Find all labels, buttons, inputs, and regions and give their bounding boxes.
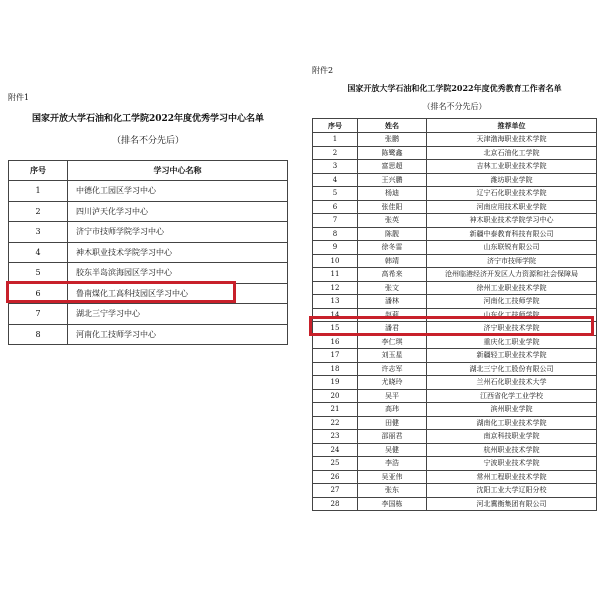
header-no: 序号 xyxy=(9,161,68,181)
learning-center-rows xyxy=(9,181,288,345)
row-no: 8 xyxy=(313,227,358,241)
row-no: 6 xyxy=(313,200,358,214)
row-person-name: 张佳阳 xyxy=(358,200,427,214)
row-person-name: 吴健 xyxy=(358,443,427,457)
row-person-name: 陈靓 xyxy=(358,227,427,241)
row-recommending-unit: 宁波职业技术学院 xyxy=(427,457,597,471)
row-no: 10 xyxy=(313,254,358,268)
row-recommending-unit: 济宁职业技术学院 xyxy=(427,322,597,336)
table-row xyxy=(313,281,597,295)
row-no: 12 xyxy=(313,281,358,295)
row-no: 4 xyxy=(313,173,358,187)
attachment-2-panel xyxy=(312,66,597,511)
row-no: 6 xyxy=(9,283,68,304)
attachment-2-subtitle: （排名不分先后） xyxy=(422,102,487,111)
row-recommending-unit: 沧州临港经济开发区人力资源和社会保障局 xyxy=(427,268,597,282)
row-recommending-unit: 辽宁石化职业技术学院 xyxy=(427,187,597,201)
row-person-name: 富思超 xyxy=(358,160,427,174)
table-row xyxy=(9,263,288,284)
row-no: 13 xyxy=(313,295,358,309)
row-no: 14 xyxy=(313,308,358,322)
attachment-2-title: 国家开放大学石油和化工学院2022年度优秀教育工作者名单 xyxy=(347,83,562,93)
table-row xyxy=(313,430,597,444)
row-person-name: 邵丽君 xyxy=(358,430,427,444)
row-no: 17 xyxy=(313,349,358,363)
table-row xyxy=(313,227,597,241)
attachment-1-panel xyxy=(8,93,288,345)
row-center-name: 济宁市技师学院学习中心 xyxy=(68,222,288,243)
row-no: 2 xyxy=(313,146,358,160)
row-no: 27 xyxy=(313,484,358,498)
table-row xyxy=(313,254,597,268)
row-person-name: 尤晓玲 xyxy=(358,376,427,390)
row-recommending-unit: 新疆中泰教育科技有限公司 xyxy=(427,227,597,241)
header-person-name: 姓名 xyxy=(358,119,427,133)
table-row xyxy=(313,470,597,484)
row-center-name: 四川泸天化学习中心 xyxy=(68,201,288,222)
table-row xyxy=(313,484,597,498)
row-recommending-unit: 湖北三宁化工股份有限公司 xyxy=(427,362,597,376)
row-no: 8 xyxy=(9,324,68,345)
table-row xyxy=(313,295,597,309)
row-no: 23 xyxy=(313,430,358,444)
row-recommending-unit: 北京石油化工学院 xyxy=(427,146,597,160)
row-recommending-unit: 新疆轻工职业技术学院 xyxy=(427,349,597,363)
row-recommending-unit: 河北冀衡集团有限公司 xyxy=(427,497,597,511)
table-row xyxy=(313,133,597,147)
row-no: 4 xyxy=(9,242,68,263)
educator-table xyxy=(312,118,597,511)
row-person-name: 王兴鹏 xyxy=(358,173,427,187)
table-row xyxy=(313,416,597,430)
header-recommending-unit: 推荐单位 xyxy=(427,119,597,133)
row-no: 24 xyxy=(313,443,358,457)
row-no: 15 xyxy=(313,322,358,336)
header-no: 序号 xyxy=(313,119,358,133)
row-no: 3 xyxy=(313,160,358,174)
table-row xyxy=(313,335,597,349)
row-person-name: 徐冬雷 xyxy=(358,241,427,255)
row-recommending-unit: 常州工程职业技术学院 xyxy=(427,470,597,484)
row-recommending-unit: 河南应用技术职业学院 xyxy=(427,200,597,214)
row-no: 26 xyxy=(313,470,358,484)
row-no: 1 xyxy=(313,133,358,147)
table-row xyxy=(313,389,597,403)
row-recommending-unit: 江西省化学工业学校 xyxy=(427,389,597,403)
table-row xyxy=(313,308,597,322)
attachment-1-title: 国家开放大学石油和化工学院2022年度优秀学习中心名单 xyxy=(31,114,265,124)
row-recommending-unit: 湖南化工职业技术学院 xyxy=(427,416,597,430)
row-person-name: 吴平 xyxy=(358,389,427,403)
row-no: 2 xyxy=(9,201,68,222)
row-person-name: 潘君 xyxy=(358,322,427,336)
table-row xyxy=(313,160,597,174)
attachment-2-label: 附件2 xyxy=(312,66,334,75)
row-recommending-unit: 河南化工技师学院 xyxy=(427,295,597,309)
table-row xyxy=(313,146,597,160)
row-no: 20 xyxy=(313,389,358,403)
row-center-name: 胶东半岛滨海园区学习中心 xyxy=(68,263,288,284)
row-person-name: 潘林 xyxy=(358,295,427,309)
row-recommending-unit: 济宁市技师学院 xyxy=(427,254,597,268)
row-recommending-unit: 山东联锐有限公司 xyxy=(427,241,597,255)
row-person-name: 田健 xyxy=(358,416,427,430)
table-row xyxy=(313,187,597,201)
row-person-name: 许志军 xyxy=(358,362,427,376)
row-recommending-unit: 天津渤海职业技术学院 xyxy=(427,133,597,147)
row-person-name: 高希来 xyxy=(358,268,427,282)
row-recommending-unit: 神木职业技术学院学习中心 xyxy=(427,214,597,228)
table-row xyxy=(313,497,597,511)
row-no: 22 xyxy=(313,416,358,430)
table-row xyxy=(313,214,597,228)
row-no: 3 xyxy=(9,222,68,243)
table-row xyxy=(313,173,597,187)
table-row xyxy=(313,403,597,417)
table-row xyxy=(313,349,597,363)
row-recommending-unit: 杭州职业技术学院 xyxy=(427,443,597,457)
row-recommending-unit: 沈阳工业大学辽阳分校 xyxy=(427,484,597,498)
row-no: 25 xyxy=(313,457,358,471)
row-recommending-unit: 山东化工技师学院 xyxy=(427,308,597,322)
table-row xyxy=(9,181,288,202)
row-person-name: 张东 xyxy=(358,484,427,498)
row-no: 7 xyxy=(313,214,358,228)
row-recommending-unit: 南京科技职业学院 xyxy=(427,430,597,444)
row-recommending-unit: 吉林工业职业技术学院 xyxy=(427,160,597,174)
row-person-name: 韩靖 xyxy=(358,254,427,268)
attachment-1-label: 附件1 xyxy=(8,93,30,102)
row-no: 21 xyxy=(313,403,358,417)
row-person-name: 李国栋 xyxy=(358,497,427,511)
row-recommending-unit: 徐州工业职业技术学院 xyxy=(427,281,597,295)
row-no: 9 xyxy=(313,241,358,255)
row-center-name: 湖北三宁学习中心 xyxy=(68,304,288,325)
row-person-name: 张文 xyxy=(358,281,427,295)
row-no: 5 xyxy=(313,187,358,201)
row-person-name: 张鹏 xyxy=(358,133,427,147)
table-header-row xyxy=(313,119,597,133)
row-recommending-unit: 滨州职业学院 xyxy=(427,403,597,417)
row-center-name: 神木职业技术学院学习中心 xyxy=(68,242,288,263)
row-person-name: 高玮 xyxy=(358,403,427,417)
row-no: 28 xyxy=(313,497,358,511)
table-row xyxy=(9,222,288,243)
table-row xyxy=(313,322,597,336)
attachment-1-subtitle: （排名不分先后） xyxy=(111,136,184,146)
table-row xyxy=(313,362,597,376)
table-row xyxy=(9,324,288,345)
row-center-name: 河南化工技师学习中心 xyxy=(68,324,288,345)
row-center-name: 中德化工园区学习中心 xyxy=(68,181,288,202)
row-no: 19 xyxy=(313,376,358,390)
row-recommending-unit: 兰州石化职业技术大学 xyxy=(427,376,597,390)
table-row xyxy=(313,443,597,457)
row-person-name: 李仁琪 xyxy=(358,335,427,349)
row-person-name: 李浩 xyxy=(358,457,427,471)
row-person-name: 赵莉 xyxy=(358,308,427,322)
table-row xyxy=(9,283,288,304)
table-row xyxy=(313,268,597,282)
table-row xyxy=(313,376,597,390)
row-person-name: 吴亚伟 xyxy=(358,470,427,484)
row-person-name: 刘玉星 xyxy=(358,349,427,363)
table-row xyxy=(9,242,288,263)
row-no: 1 xyxy=(9,181,68,202)
row-no: 18 xyxy=(313,362,358,376)
table-row xyxy=(9,201,288,222)
table-row xyxy=(9,304,288,325)
row-no: 11 xyxy=(313,268,358,282)
row-no: 7 xyxy=(9,304,68,325)
row-no: 5 xyxy=(9,263,68,284)
row-person-name: 杨迪 xyxy=(358,187,427,201)
learning-center-table xyxy=(8,160,288,345)
educator-rows xyxy=(313,133,597,511)
row-recommending-unit: 潍坊职业学院 xyxy=(427,173,597,187)
row-person-name: 张英 xyxy=(358,214,427,228)
table-row xyxy=(313,200,597,214)
row-recommending-unit: 重庆化工职业学院 xyxy=(427,335,597,349)
header-center-name: 学习中心名称 xyxy=(68,161,288,181)
table-row xyxy=(313,457,597,471)
row-no: 16 xyxy=(313,335,358,349)
table-header-row xyxy=(9,161,288,181)
row-center-name: 鲁南煤化工高科技园区学习中心 xyxy=(68,283,288,304)
table-row xyxy=(313,241,597,255)
row-person-name: 陈鹭鑫 xyxy=(358,146,427,160)
